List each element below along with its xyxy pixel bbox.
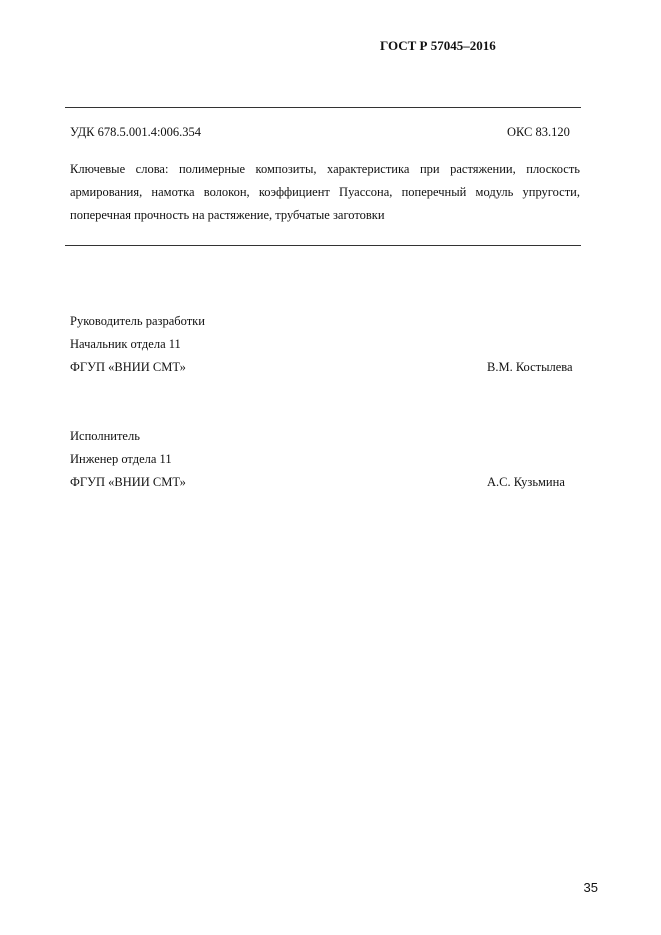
top-divider <box>65 107 581 108</box>
keywords-line: армирования, намотка волокон, коэффициент Пуассона, поперечный модуль упругости, <box>70 185 580 199</box>
oks-code: ОКС 83.120 <box>507 125 570 139</box>
signature-position: Начальник отдела 11 <box>70 337 181 351</box>
signature-role: Исполнитель <box>70 429 140 443</box>
keywords-line: Ключевые слова: полимерные композиты, характеристика при растяжении, плоскость <box>70 162 580 176</box>
signature-name: А.С. Кузьмина <box>487 475 565 489</box>
keywords-block <box>70 158 580 227</box>
page-number: 35 <box>583 880 598 895</box>
udk-code: УДК 678.5.001.4:006.354 <box>70 125 202 139</box>
signature-position: Инженер отдела 11 <box>70 452 172 466</box>
keywords-line: поперечная прочность на растяжение, трубчатые заготовки <box>70 208 385 222</box>
signature-org: ФГУП «ВНИИ СМТ» <box>70 360 186 374</box>
document-header: ГОСТ Р 57045–2016 <box>380 38 496 53</box>
bottom-divider <box>65 245 581 246</box>
signature-role: Руководитель разработки <box>70 314 205 328</box>
signature-name: В.М. Костылева <box>487 360 573 374</box>
signature-org: ФГУП «ВНИИ СМТ» <box>70 475 186 489</box>
